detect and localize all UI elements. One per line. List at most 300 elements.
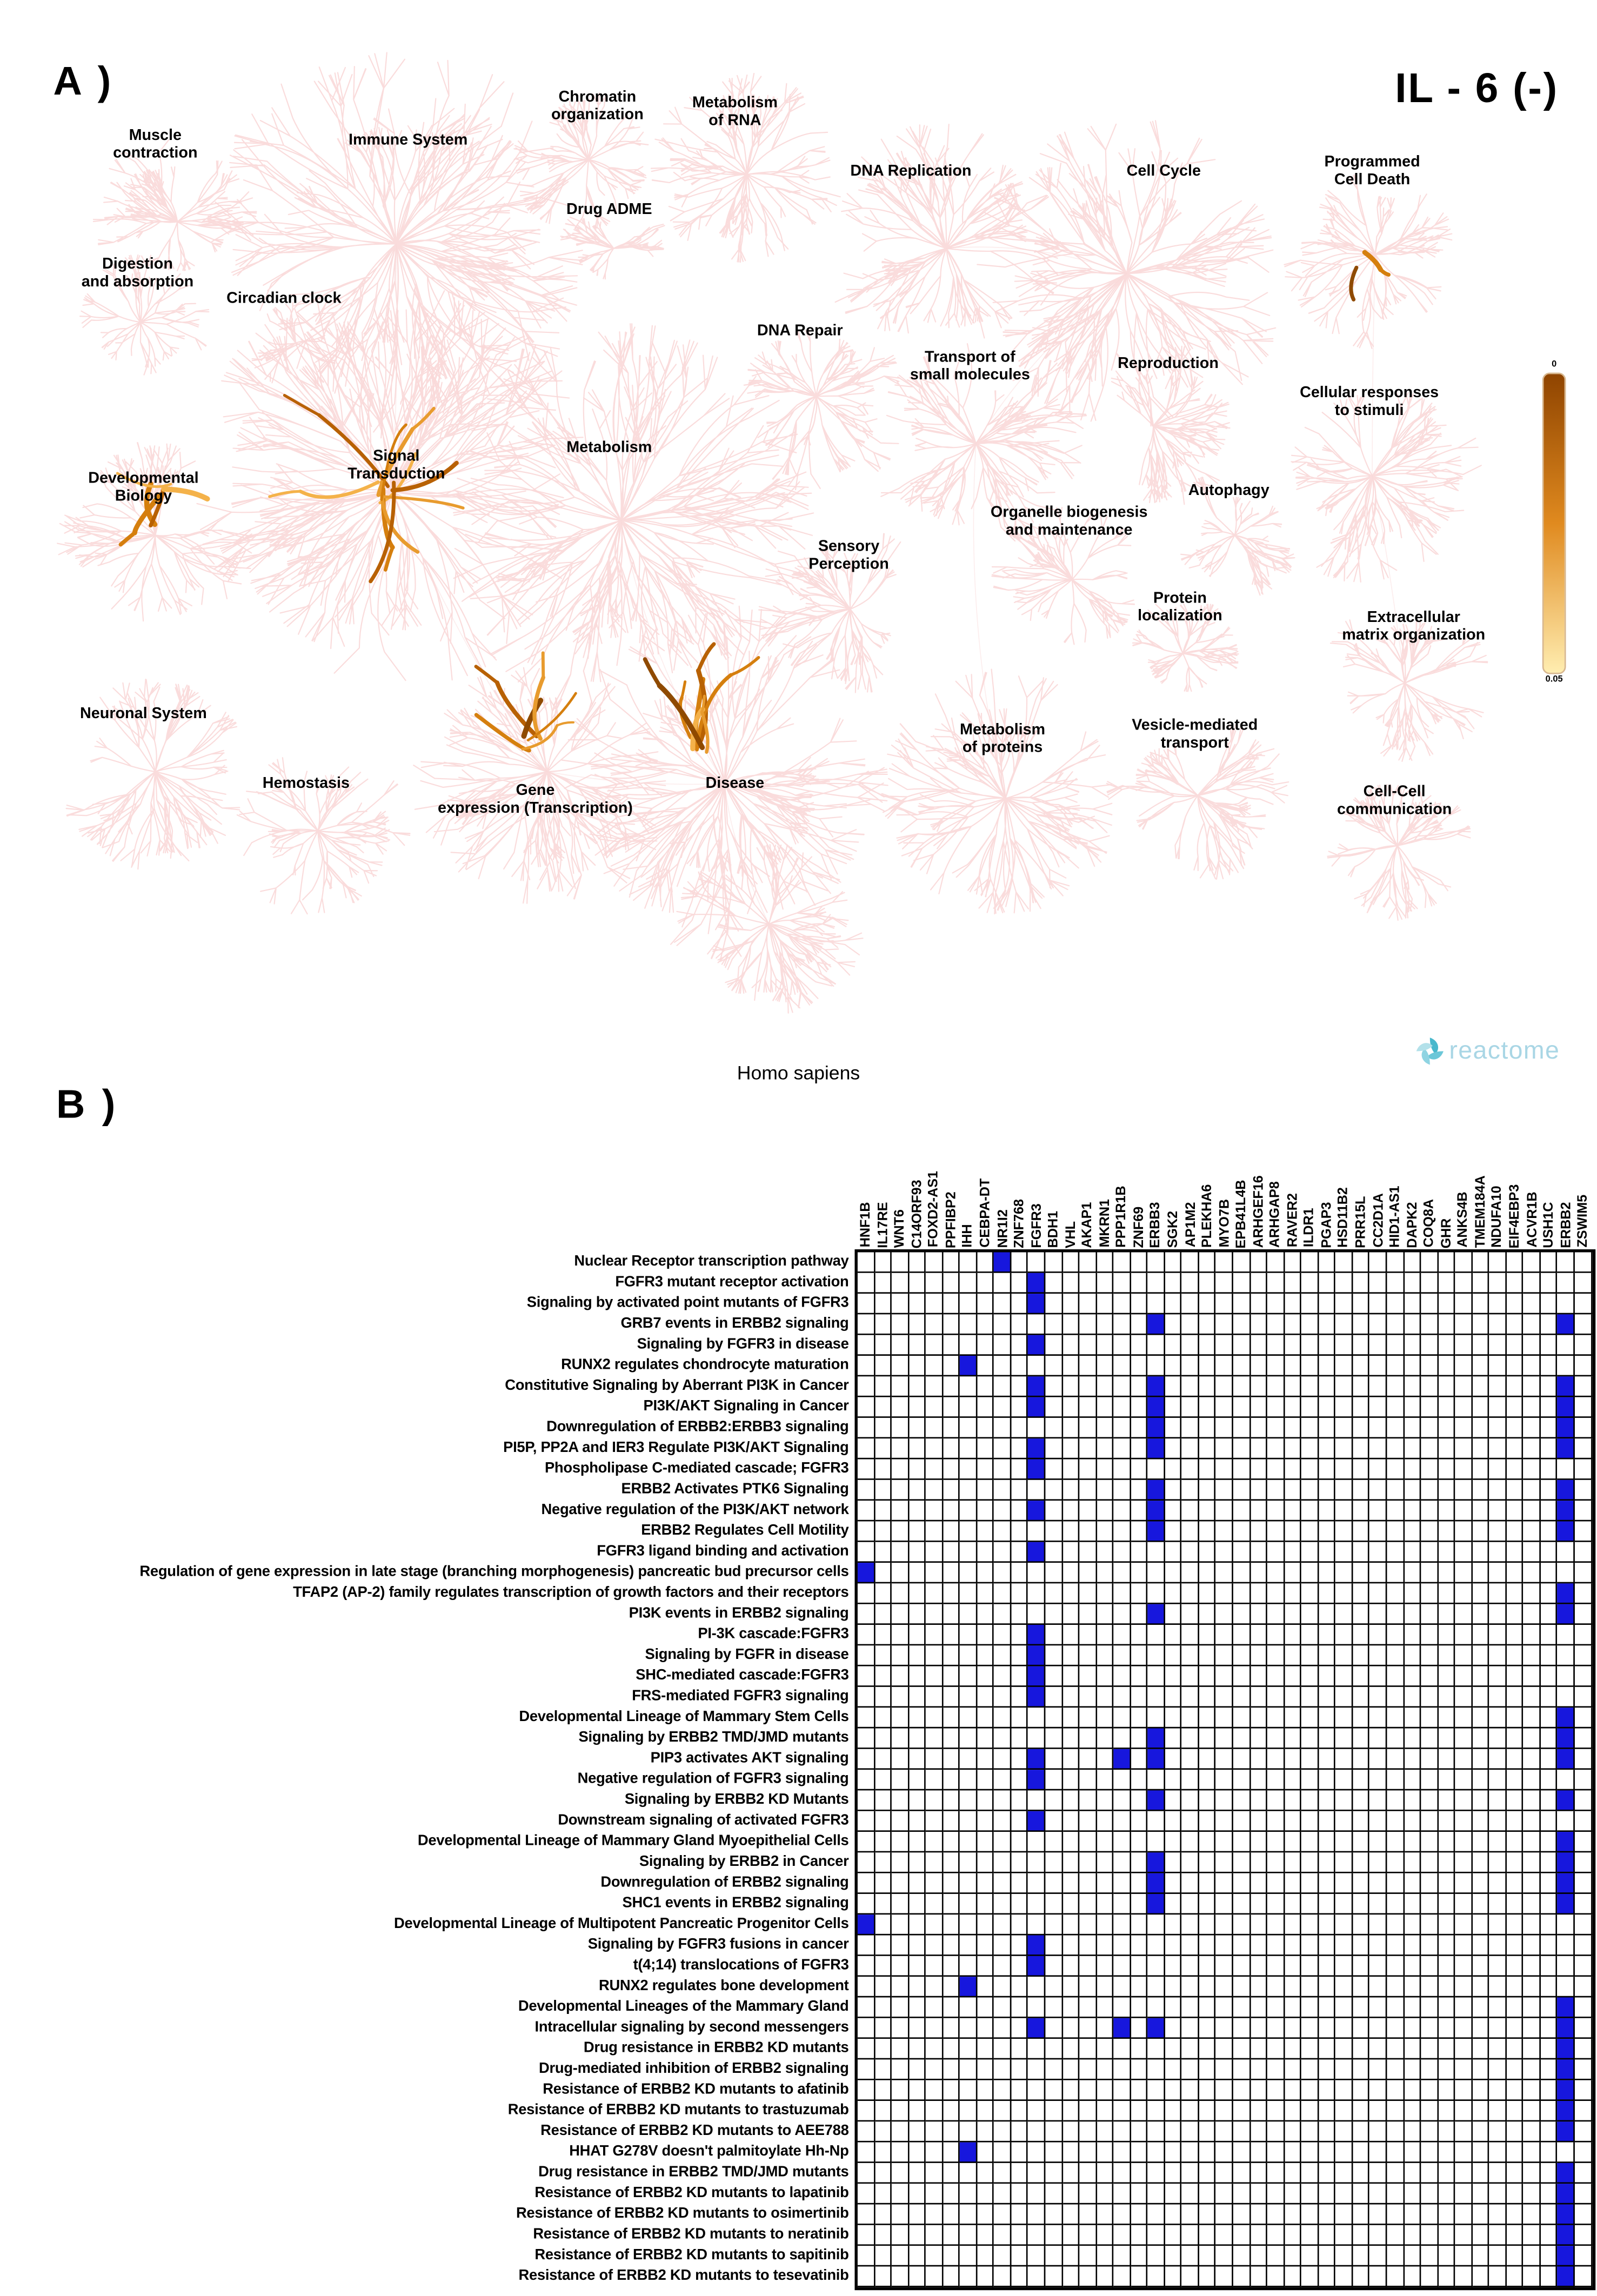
matrix-cell bbox=[1421, 1894, 1439, 1915]
matrix-cell-hit bbox=[1558, 1852, 1575, 1873]
matrix-cell bbox=[1011, 2184, 1028, 2204]
matrix-cell bbox=[1045, 1542, 1063, 1563]
matrix-cell bbox=[1199, 1936, 1217, 1956]
matrix-cell bbox=[1233, 2039, 1251, 2059]
matrix-cell bbox=[909, 2184, 926, 2204]
matrix-cell bbox=[1319, 1273, 1336, 1294]
matrix-cell bbox=[1216, 1873, 1233, 1894]
matrix-cell bbox=[943, 1460, 960, 1480]
matrix-cell bbox=[1267, 1542, 1285, 1563]
matrix-cell bbox=[1148, 1915, 1165, 1935]
matrix-cell bbox=[1045, 1708, 1063, 1728]
matrix-cell bbox=[960, 1956, 978, 1977]
matrix-cell bbox=[875, 2246, 892, 2266]
matrix-cell bbox=[1148, 1936, 1165, 1956]
matrix-cell bbox=[1336, 2101, 1353, 2121]
matrix-cell bbox=[858, 1956, 875, 1977]
matrix-cell bbox=[960, 2163, 978, 2184]
reactome-logo-text: reactome bbox=[1449, 1036, 1560, 1065]
matrix-cell bbox=[1182, 2266, 1199, 2287]
matrix-cell bbox=[875, 2266, 892, 2287]
matrix-cell bbox=[1011, 1563, 1028, 1583]
matrix-cell bbox=[1114, 1273, 1131, 1294]
matrix-cell bbox=[1575, 1790, 1592, 1811]
matrix-cell bbox=[1045, 2205, 1063, 2225]
matrix-cell bbox=[1387, 1314, 1404, 1335]
matrix-cell-hit bbox=[1028, 1438, 1046, 1459]
matrix-cell bbox=[1216, 1832, 1233, 1852]
matrix-cell bbox=[1011, 1397, 1028, 1418]
matrix-cell bbox=[1182, 2039, 1199, 2059]
matrix-cell bbox=[1575, 1438, 1592, 1459]
matrix-cell bbox=[1131, 1956, 1148, 1977]
matrix-cell bbox=[977, 1645, 994, 1666]
matrix-cell bbox=[1131, 1460, 1148, 1480]
matrix-cell bbox=[1489, 2225, 1507, 2246]
matrix-cell bbox=[1285, 2080, 1302, 2101]
matrix-cell bbox=[1421, 1604, 1439, 1625]
matrix-cell bbox=[1285, 2184, 1302, 2204]
matrix-cell bbox=[943, 2163, 960, 2184]
matrix-cell bbox=[875, 2163, 892, 2184]
matrix-cell bbox=[977, 1687, 994, 1708]
matrix-cell bbox=[1472, 1770, 1489, 1790]
matrix-cell bbox=[1028, 1894, 1046, 1915]
matrix-cell bbox=[1131, 1397, 1148, 1418]
matrix-cell bbox=[1387, 1604, 1404, 1625]
matrix-cell bbox=[960, 1852, 978, 1873]
matrix-cell bbox=[1506, 1625, 1524, 1645]
matrix-cell bbox=[1251, 1542, 1268, 1563]
matrix-cell bbox=[875, 1563, 892, 1583]
matrix-cell bbox=[977, 1604, 994, 1625]
matrix-cell bbox=[1199, 1915, 1217, 1935]
matrix-cell bbox=[1165, 1811, 1182, 1832]
matrix-cell bbox=[1506, 1542, 1524, 1563]
matrix-cell bbox=[1301, 2205, 1319, 2225]
matrix-cell bbox=[1233, 1997, 1251, 2018]
matrix-cell bbox=[1404, 1811, 1421, 1832]
matrix-cell bbox=[1455, 2163, 1473, 2184]
matrix-cell bbox=[1267, 1708, 1285, 1728]
pathway-row-label: SHC-mediated cascade:FGFR3 bbox=[636, 1668, 849, 1684]
matrix-cell bbox=[1489, 1583, 1507, 1604]
matrix-cell bbox=[1216, 1770, 1233, 1790]
matrix-cell bbox=[1233, 2163, 1251, 2184]
matrix-cell bbox=[926, 2246, 943, 2266]
matrix-cell bbox=[875, 1852, 892, 1873]
matrix-cell bbox=[892, 1335, 909, 1356]
matrix-cell-hit bbox=[1148, 1314, 1165, 1335]
matrix-cell bbox=[1438, 2163, 1455, 2184]
pathway-row-label: Nuclear Receptor transcription pathway bbox=[574, 1254, 849, 1270]
matrix-cell bbox=[1524, 2101, 1541, 2121]
matrix-cell bbox=[1455, 1997, 1473, 2018]
matrix-cell bbox=[994, 1314, 1012, 1335]
matrix-cell bbox=[909, 1252, 926, 1273]
matrix-cell bbox=[1575, 1770, 1592, 1790]
matrix-cell bbox=[926, 2266, 943, 2287]
matrix-cell bbox=[1182, 2246, 1199, 2266]
matrix-cell bbox=[1114, 1645, 1131, 1666]
matrix-cell bbox=[1251, 1418, 1268, 1438]
matrix-cell bbox=[1267, 2246, 1285, 2266]
matrix-cell bbox=[1370, 1460, 1387, 1480]
matrix-cell bbox=[1336, 1438, 1353, 1459]
matrix-cell bbox=[1489, 2184, 1507, 2204]
matrix-cell bbox=[1097, 1956, 1114, 1977]
gene-column-header: PGAP3 bbox=[1319, 1202, 1334, 1248]
matrix-cell bbox=[1199, 1997, 1217, 2018]
matrix-cell bbox=[1114, 1687, 1131, 1708]
matrix-cell bbox=[994, 2018, 1012, 2039]
matrix-cell bbox=[943, 1376, 960, 1397]
matrix-cell bbox=[909, 1790, 926, 1811]
matrix-cell bbox=[943, 1604, 960, 1625]
matrix-cell bbox=[926, 1252, 943, 1273]
matrix-cell bbox=[1216, 2246, 1233, 2266]
matrix-cell bbox=[994, 1749, 1012, 1770]
matrix-cell bbox=[1489, 1832, 1507, 1852]
matrix-cell bbox=[1455, 1542, 1473, 1563]
matrix-cell bbox=[1114, 1460, 1131, 1480]
matrix-cell bbox=[1233, 2246, 1251, 2266]
matrix-cell bbox=[875, 2143, 892, 2163]
matrix-cell bbox=[1063, 1418, 1080, 1438]
matrix-cell bbox=[1353, 1625, 1370, 1645]
matrix-cell-hit bbox=[858, 1563, 875, 1583]
matrix-cell bbox=[1182, 1729, 1199, 1749]
gene-column-header: CC2D1A bbox=[1370, 1193, 1385, 1248]
matrix-cell bbox=[943, 1977, 960, 1997]
matrix-cell bbox=[1028, 1418, 1046, 1438]
matrix-cell bbox=[1387, 2080, 1404, 2101]
matrix-cell bbox=[1353, 1480, 1370, 1501]
matrix-cell bbox=[1524, 1563, 1541, 1583]
matrix-cell bbox=[1319, 1997, 1336, 2018]
matrix-cell bbox=[1045, 2121, 1063, 2142]
matrix-cell bbox=[1097, 1894, 1114, 1915]
matrix-cell bbox=[1353, 1811, 1370, 1832]
matrix-cell bbox=[1575, 1687, 1592, 1708]
matrix-cell bbox=[1387, 1915, 1404, 1935]
matrix-cell bbox=[1199, 1956, 1217, 1977]
matrix-cell bbox=[1285, 1438, 1302, 1459]
matrix-cell bbox=[1199, 1770, 1217, 1790]
matrix-cell bbox=[1199, 1625, 1217, 1645]
matrix-cell bbox=[994, 1604, 1012, 1625]
matrix-cell bbox=[1353, 1501, 1370, 1521]
matrix-cell bbox=[909, 1770, 926, 1790]
matrix-cell bbox=[1421, 1252, 1439, 1273]
matrix-cell bbox=[909, 1625, 926, 1645]
matrix-cell bbox=[909, 1583, 926, 1604]
pathway-row-label: Downstream signaling of activated FGFR3 bbox=[558, 1812, 849, 1829]
matrix-cell bbox=[858, 2059, 875, 2080]
matrix-cell bbox=[1028, 1790, 1046, 1811]
matrix-cell bbox=[1506, 1936, 1524, 1956]
matrix-cell bbox=[1233, 1915, 1251, 1935]
matrix-cell bbox=[1455, 1790, 1473, 1811]
gene-column-header: VHL bbox=[1063, 1221, 1078, 1248]
matrix-cell bbox=[1233, 2080, 1251, 2101]
matrix-cell bbox=[1216, 1604, 1233, 1625]
matrix-cell bbox=[1558, 1687, 1575, 1708]
matrix-cell bbox=[1455, 2121, 1473, 2142]
matrix-cell bbox=[1421, 1521, 1439, 1542]
matrix-cell bbox=[892, 1708, 909, 1728]
matrix-cell bbox=[1353, 1604, 1370, 1625]
matrix-cell bbox=[875, 1915, 892, 1935]
matrix-cell bbox=[943, 1542, 960, 1563]
gene-column-header: PRR15L bbox=[1353, 1195, 1368, 1248]
matrix-cell bbox=[1301, 1997, 1319, 2018]
matrix-cell bbox=[1370, 1542, 1387, 1563]
matrix-cell bbox=[1148, 2163, 1165, 2184]
matrix-cell bbox=[1575, 1273, 1592, 1294]
matrix-cell bbox=[875, 1894, 892, 1915]
matrix-cell bbox=[1455, 1356, 1473, 1376]
pathway-row-label: Resistance of ERBB2 KD mutants to afatinib bbox=[543, 2081, 849, 2098]
matrix-cell bbox=[1199, 2225, 1217, 2246]
matrix-cell bbox=[1233, 2266, 1251, 2287]
matrix-cell bbox=[1285, 1252, 1302, 1273]
matrix-cell bbox=[1370, 1645, 1387, 1666]
matrix-cell bbox=[1233, 2225, 1251, 2246]
matrix-cell bbox=[1165, 1397, 1182, 1418]
matrix-cell bbox=[943, 1790, 960, 1811]
matrix-cell bbox=[1114, 1997, 1131, 2018]
matrix-cell bbox=[1319, 1294, 1336, 1314]
matrix-cell bbox=[1370, 1563, 1387, 1583]
matrix-cell bbox=[1541, 1936, 1558, 1956]
matrix-cell bbox=[1148, 1252, 1165, 1273]
matrix-cell bbox=[1216, 1956, 1233, 1977]
matrix-cell bbox=[1301, 2266, 1319, 2287]
matrix-cell bbox=[1404, 2121, 1421, 2142]
matrix-cell bbox=[1575, 1583, 1592, 1604]
matrix-cell bbox=[1131, 1583, 1148, 1604]
matrix-cell bbox=[1097, 1729, 1114, 1749]
matrix-cell-hit bbox=[1558, 1480, 1575, 1501]
matrix-cell bbox=[1251, 1811, 1268, 1832]
matrix-cell bbox=[1165, 1501, 1182, 1521]
matrix-cell bbox=[1438, 1936, 1455, 1956]
matrix-cell bbox=[858, 1460, 875, 1480]
matrix-cell bbox=[1216, 2225, 1233, 2246]
matrix-cell bbox=[892, 1356, 909, 1376]
matrix-cell bbox=[1267, 1356, 1285, 1376]
matrix-cell bbox=[1438, 1852, 1455, 1873]
matrix-cell bbox=[1301, 1438, 1319, 1459]
matrix-cell bbox=[1353, 1460, 1370, 1480]
panel-b-label: B ) bbox=[56, 1082, 118, 1127]
matrix-cell bbox=[926, 1687, 943, 1708]
matrix-cell bbox=[1319, 1915, 1336, 1935]
matrix-cell bbox=[1489, 1376, 1507, 1397]
matrix-cell bbox=[1387, 2266, 1404, 2287]
matrix-cell bbox=[1336, 1335, 1353, 1356]
matrix-cell bbox=[1114, 1563, 1131, 1583]
matrix-cell bbox=[943, 1811, 960, 1832]
matrix-cell-hit bbox=[1148, 1852, 1165, 1873]
pathway-row-label: Constitutive Signaling by Aberrant PI3K in Cancer bbox=[505, 1378, 849, 1395]
matrix-cell bbox=[1251, 1335, 1268, 1356]
matrix-cell bbox=[1541, 1356, 1558, 1376]
matrix-cell bbox=[1558, 1460, 1575, 1480]
matrix-cell bbox=[1080, 2039, 1097, 2059]
matrix-cell bbox=[1285, 1604, 1302, 1625]
matrix-cell bbox=[1404, 1563, 1421, 1583]
matrix-cell bbox=[926, 2205, 943, 2225]
matrix-cell bbox=[1097, 1977, 1114, 1997]
gene-column-header: MYO7B bbox=[1216, 1199, 1232, 1248]
matrix-cell bbox=[1063, 1542, 1080, 1563]
matrix-cell bbox=[1216, 2266, 1233, 2287]
pathway-category-label: Organelle biogenesis and maintenance bbox=[990, 503, 1148, 540]
matrix-cell bbox=[1199, 1729, 1217, 1749]
matrix-cell bbox=[1370, 1273, 1387, 1294]
matrix-cell bbox=[1421, 2039, 1439, 2059]
matrix-cell bbox=[1404, 1852, 1421, 1873]
matrix-cell bbox=[1489, 1852, 1507, 1873]
matrix-cell bbox=[994, 1294, 1012, 1314]
matrix-cell bbox=[1011, 1480, 1028, 1501]
matrix-cell bbox=[1045, 1687, 1063, 1708]
matrix-cell bbox=[1472, 1397, 1489, 1418]
matrix-cell bbox=[892, 1438, 909, 1459]
matrix-cell bbox=[1028, 1314, 1046, 1335]
matrix-cell bbox=[858, 1625, 875, 1645]
matrix-cell bbox=[1045, 1936, 1063, 1956]
matrix-cell bbox=[960, 1873, 978, 1894]
matrix-cell bbox=[977, 1936, 994, 1956]
matrix-cell bbox=[1165, 2225, 1182, 2246]
heatmap-title: Homo sapiens bbox=[737, 1061, 860, 1084]
matrix-cell bbox=[1063, 1666, 1080, 1687]
matrix-cell bbox=[1165, 2059, 1182, 2080]
pathway-row-label: Resistance of ERBB2 KD mutants to lapatinib bbox=[534, 2185, 849, 2202]
matrix-cell bbox=[1558, 1977, 1575, 1997]
matrix-cell bbox=[1097, 1645, 1114, 1666]
pathway-category-label: Metabolism of RNA bbox=[692, 94, 778, 130]
matrix-cell bbox=[1524, 1501, 1541, 1521]
matrix-cell bbox=[960, 1625, 978, 1645]
matrix-cell bbox=[1063, 2246, 1080, 2266]
matrix-cell-hit bbox=[1028, 1811, 1046, 1832]
matrix-cell bbox=[1199, 1583, 1217, 1604]
matrix-cell bbox=[1063, 1997, 1080, 2018]
gene-column-header: ERBB2 bbox=[1558, 1202, 1573, 1248]
matrix-cell bbox=[1404, 1521, 1421, 1542]
matrix-cell bbox=[1319, 1749, 1336, 1770]
matrix-cell bbox=[1438, 1252, 1455, 1273]
matrix-cell bbox=[1251, 1770, 1268, 1790]
matrix-cell bbox=[960, 1708, 978, 1728]
matrix-cell bbox=[994, 1729, 1012, 1749]
matrix-cell bbox=[1489, 2121, 1507, 2142]
matrix-cell bbox=[977, 2121, 994, 2142]
matrix-cell bbox=[1301, 2018, 1319, 2039]
matrix-cell bbox=[1011, 1956, 1028, 1977]
matrix-cell-hit bbox=[1028, 1625, 1046, 1645]
matrix-cell bbox=[943, 1356, 960, 1376]
pathway-row-label: Signaling by activated point mutants of FGFR3 bbox=[526, 1295, 849, 1311]
matrix-cell bbox=[1165, 1790, 1182, 1811]
matrix-cell bbox=[994, 1583, 1012, 1604]
matrix-cell bbox=[1524, 2018, 1541, 2039]
matrix-cell bbox=[1011, 1729, 1028, 1749]
matrix-cell bbox=[1131, 1666, 1148, 1687]
matrix-cell bbox=[1489, 1790, 1507, 1811]
matrix-cell bbox=[875, 1335, 892, 1356]
matrix-cell bbox=[1045, 2163, 1063, 2184]
matrix-cell bbox=[943, 1480, 960, 1501]
matrix-cell bbox=[1097, 1915, 1114, 1935]
matrix-cell bbox=[1541, 1397, 1558, 1418]
matrix-cell bbox=[1387, 1418, 1404, 1438]
matrix-cell bbox=[1506, 1915, 1524, 1935]
matrix-cell bbox=[1301, 2184, 1319, 2204]
matrix-cell bbox=[1285, 1956, 1302, 1977]
matrix-cell bbox=[1301, 1376, 1319, 1397]
matrix-cell bbox=[1182, 1252, 1199, 1273]
matrix-cell bbox=[1319, 1397, 1336, 1418]
matrix-cell bbox=[1131, 2101, 1148, 2121]
matrix-cell bbox=[1045, 1563, 1063, 1583]
matrix-cell bbox=[1319, 2080, 1336, 2101]
matrix-cell bbox=[1336, 1252, 1353, 1273]
pathway-row-label: PI3K/AKT Signaling in Cancer bbox=[643, 1398, 849, 1415]
matrix-cell bbox=[1097, 2101, 1114, 2121]
matrix-cell bbox=[1011, 1418, 1028, 1438]
matrix-cell bbox=[1506, 1749, 1524, 1770]
matrix-cell bbox=[1148, 1811, 1165, 1832]
matrix-cell-hit bbox=[1148, 1480, 1165, 1501]
matrix-cell bbox=[1353, 2039, 1370, 2059]
matrix-cell-hit bbox=[1558, 1521, 1575, 1542]
matrix-cell bbox=[1301, 1977, 1319, 1997]
matrix-cell bbox=[892, 1873, 909, 1894]
matrix-cell bbox=[1353, 1770, 1370, 1790]
matrix-cell bbox=[1285, 2246, 1302, 2266]
matrix-cell bbox=[1506, 1501, 1524, 1521]
matrix-cell bbox=[1216, 1749, 1233, 1770]
matrix-cell bbox=[1370, 2143, 1387, 2163]
matrix-cell bbox=[1011, 1356, 1028, 1376]
matrix-cell bbox=[1165, 1438, 1182, 1459]
matrix-cell bbox=[1251, 2101, 1268, 2121]
matrix-cell bbox=[892, 1501, 909, 1521]
matrix-cell bbox=[1472, 2039, 1489, 2059]
matrix-cell bbox=[1387, 1666, 1404, 1687]
matrix-cell bbox=[1114, 1852, 1131, 1873]
matrix-cell bbox=[1285, 2266, 1302, 2287]
matrix-cell bbox=[943, 2018, 960, 2039]
matrix-cell bbox=[1387, 1480, 1404, 1501]
matrix-cell bbox=[1114, 1770, 1131, 1790]
matrix-cell bbox=[1421, 2018, 1439, 2039]
matrix-cell bbox=[1114, 1252, 1131, 1273]
matrix-cell bbox=[1182, 1563, 1199, 1583]
matrix-cell bbox=[1541, 1956, 1558, 1977]
matrix-cell bbox=[858, 1770, 875, 1790]
matrix-cell bbox=[1336, 2121, 1353, 2142]
matrix-cell bbox=[1233, 2101, 1251, 2121]
matrix-cell bbox=[1285, 1521, 1302, 1542]
matrix-cell bbox=[994, 1501, 1012, 1521]
matrix-cell bbox=[1575, 1873, 1592, 1894]
